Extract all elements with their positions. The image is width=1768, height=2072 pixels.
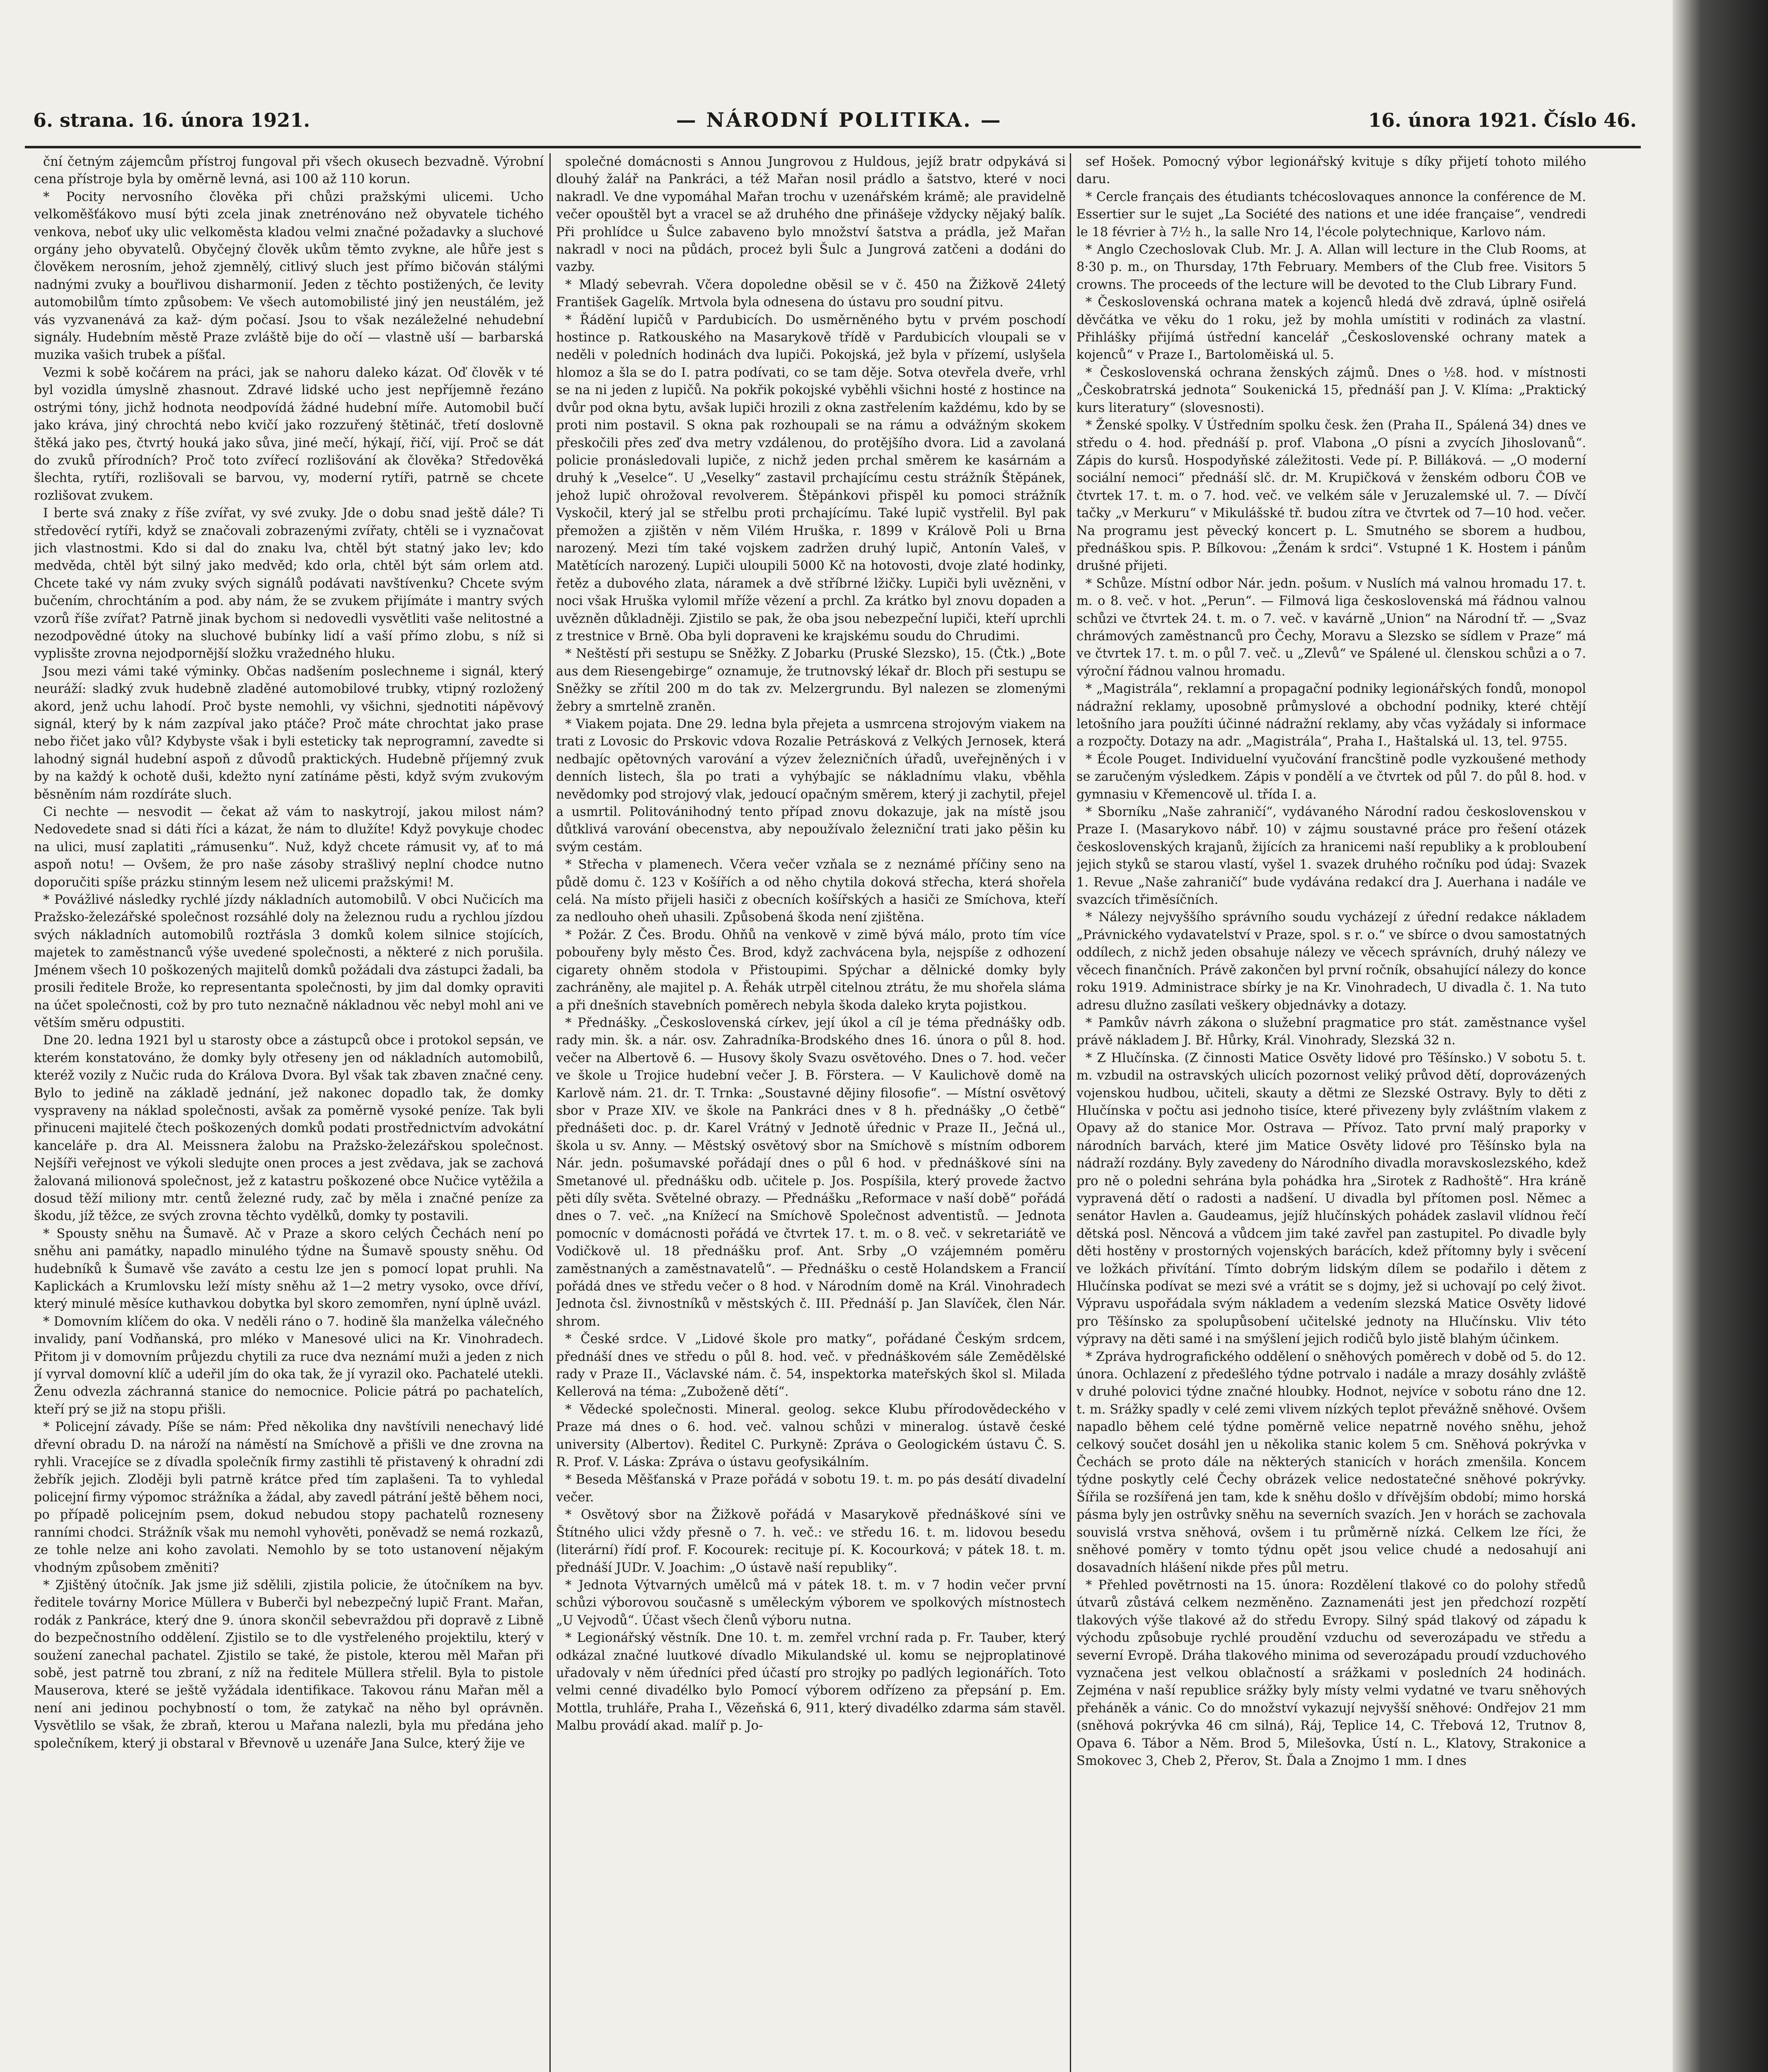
page-header [33,109,1637,142]
column-1 [34,153,544,2072]
article-paragraph: * Pocity nervosního člověka při chůzi pražskými ulicemi. Ucho velkoměšťákovo musí býti zcela jinak znetrénováno než obyvatele tichého venkova, neboť uky ulic velkoměsta kladou velmi značné požadavky a sluchové orgány jeho obyvatelů. Obyčejný člověk ukům těmto zvykne, ale hůře jest s člověkem nerosním, jehož zjemnělý, citlivý sluch jest přímo bičován stálými nadnými zvuky a bouřlivou disharmonií. Jeden z těchto postižených, če levity automobilům tímto způsobem: Ve všech automobilisté jiný jen neustálém, jež vás vyzvanenává za kaž- dým počasí. Jsou to však nezáleželné nehudební signály. Hudebním městě Praze zvláště bije do očí — vlastně uší — barbarská muzika vašich trubek a píšťal. [34,189,544,363]
article-paragraph: * Ženské spolky. V Ústředním spolku česk. žen (Praha II., Spálená 34) dnes ve středu o 4. hod. přednáší p. prof. Vlabona „O písni a zvycích Jihoslovanů“. Zápis do kursů. Hospodyňské záležitosti. Vede pí. P. Billáková. — „O moderní sociální nemoci“ přednáší slč. dr. M. Krupičková v ženském odboru ČOB ve čtvrtek 17. t. m. o 7. hod. več. ve velkém sále v Jeruzalemské ul. 7. — Dívčí tačky „v Merkuru“ v Mikulášské tř. budou zítra ve čtvrtek od 7—10 hod. večer. Na programu jest pěvecký koncert p. L. Smutného se sborem a hudbou, přednáškou spis. P. Bílkovou: „Ženám k srdci“. Vstupné 1 K. Hostem i pánům drušné přijeti. [1076,418,1586,574]
article-paragraph: * Schůze. Místní odbor Nár. jedn. pošum. v Nuslích má valnou hromadu 17. t. m. o 8. več. v hot. „Perun“. — Filmová liga československá má řádnou valnou schůzi ve čtvrtek 24. t. m. o 7. več. v kavárně „Union“ na Národní tř. — „Svaz chrámových zaměstnanců pro Čechy, Moravu a Slezsko se sídlem v Praze“ má ve čtvrtek 17. t. m. o půl 7. več. u „Zlevů“ ve Spálené ul. členskou schůzi a o 7. výroční řádnou valnou hromadu. [1076,576,1586,679]
article-paragraph: ční četným zájemcům přístroj fungoval při všech okusech bezvadně. Výrobní cena přístroje byla by oměrně levná, asi 100 až 110 korun. [34,155,544,187]
header-rule [25,146,1641,148]
article-paragraph: sef Hošek. Pomocný výbor legionářský kvituje s díky přijetí tohoto milého daru. [1076,155,1586,187]
article-paragraph: * Domovním klíčem do oka. V neděli ráno o 7. hodině šla manželka válečného invalidy, paní Vodňanská, pro mléko v Manesové ulici na Kr. Vinohradech. Přitom ji v domovním průjezdu chytili za ruce dva neznámí muži a jeden z nich jí vyrval domovní klíč a udeřil jím do oka tak, že jí vyrazil oko. Pachatelé utekli. Ženu odvezla záchranná stanice do nemocnice. Policie pátrá po pachatelích, kteří prý se již na stopu přišli. [34,1314,544,1417]
article-paragraph: * Vědecké společnosti. Mineral. geolog. sekce Klubu přírodovědeckého v Praze má dnes o 6. hod. več. valnou schůzi v mineralog. ústavě české university (Albertov). Ředitel C. Purkyně: Zpráva o Geologickém ústavu Č. S. R. Prof. V. Láska: Zpráva o ústavu geofysikálním. [556,1402,1066,1470]
article-paragraph: * École Pouget. Individuelní vyučování francštině podle vyzkoušené methody se zaručeným výsledkem. Zápis v pondělí a ve čtvrtek od půl 7. do půl 8. hod. v gymnasiu v Křemencově ul. třída I. a. [1076,752,1586,802]
article-paragraph: * Požár. Z Čes. Brodu. Ohňů na venkově v zimě bývá málo, proto tím více pobouřeny byly město Čes. Brod, když zachvácena byla, nejspíše z odhození cigarety ohněm stodola v Přistoupimi. Spýchar a dělnické domky byly zachráněny, ale majitel p. A. Řehák utrpěl citelnou ztrátu, že mu shořela sláma a při dnešních stavebních poměrech nebyla škoda daleko kryta pojistkou. [556,927,1066,1013]
scan-edge [1673,0,1768,2072]
article-paragraph: * Přednášky. „Československá církev, její úkol a cíl je téma přednášky odb. rady min. šk. a nár. osv. Zahradníka-Brodského dnes 16. února o půl 8. hod. večer na Albertově 6. — Husovy školy Svazu osvětového. Dnes o 7. hod. večer ve škole u Trojice hudební večer J. B. Förstera. — V Kaulichově domě na Karlově nám. 21. dr. T. Trnka: „Soustavné dějiny filosofie“. — Místní osvětový sbor v Praze XIV. ve škole na Pankráci dnes v 8 h. přednášky „O četbě“ přednášeti doc. p. dr. Karel Vrátný v Jednotě úřednic v Praze II., Ječná ul., škola u sv. Anny. — Městský osvětový sbor na Smíchově s místním odborem Nár. jedn. pošumavské pořádají dnes o půl 6 hod. v přednáškové síni na Smetanové ul. přednášku odb. učitele p. Jos. Pospíšila, který provede žactvo pěti díly světa. Světelné obrazy. — Přednášku „Reformace v naší době“ pořádá dnes o 7. več. „na Knížecí na Smíchově Společnost adventistů. — Jednota pomocníc v domácnosti pořádá ve čtvrtek 17. t. m. o 8. več. v sekretariátě ve Vodičkově ul. 18 přednášku prof. Ant. Srby „O vzájemném poměru zaměstnaných a zaměstnavatelů“. — Přednášku o cestě Holandskem a Francií pořádá dnes ve středu večer o 8 hod. v Národním domě na Král. Vinohradech Jednota čsl. živnostníků v městských č. III. Přednáší p. Jan Slavíček, člen Nár. shrom. [556,1015,1066,1329]
article-paragraph: * Sborníku „Naše zahraničí“, vydávaného Národní radou československou v Praze I. (Masarykovo nábř. 10) v zájmu soustavné práce pro řešení otázek československých krajanů, žijících za hranicemi naší republiky a k probloubení jejich styků se starou vlastí, vyšel 1. svazek druhého ročníku pod údaj: Svazek 1. Revue „Naše zahraničí“ bude vydávána redakcí dra J. Auerhana i nadále ve svazcích třiměsíčních. [1076,805,1586,908]
article-paragraph: * Osvětový sbor na Žižkově pořádá v Masarykově přednáškové síni ve Štítného ulici vždy přesně o 7. h. več.: ve středu 16. t. m. lidovou besedu (literární) řídí prof. F. Kocourek: recituje pí. K. Kocourková; v pátek 18. t. m. přednáší JUDr. V. Joachim: „O ústavě naší republiky“. [556,1508,1066,1575]
column-2 [556,153,1066,2072]
issue-date-number: 16. února 1921. Číslo 46. [1368,109,1637,131]
article-paragraph: * Beseda Měšťanská v Praze pořádá v sobotu 19. t. m. po pás desátí divadelní večer. [556,1472,1066,1505]
article-paragraph: * Československá ochrana matek a kojenců hledá dvě zdravá, úplně osiřelá děvčátka ve věku do 1 roku, jež by mohla umístiti v rodinách za vlastní. Přihlášky přijímá ústřední kancelář „Československé ochrany matek a kojenců“ v Praze I., Bartoloměiská ul. 5. [1076,295,1586,363]
article-paragraph: * Viakem pojata. Dne 29. ledna byla přejeta a usmrcena strojovým viakem na trati z Lovosic do Prskovic vdova Rozalie Petrásková z Velkých Jernosek, která nedbajíc opětovných varování a výzev železničních úřadů, uveřejněných i v denních listech, šla po trati a vyhýbajíc se nákladnímu vlaku, vběhla nevědomky pod strojový vlak, jedoucí opačným směrem, který ji zachytil, přejel a usmrtil. Politovánihodný tento případ znovu dokazuje, jak na místě jsou důtklivá varování obecenstva, aby nepoužívalo železniční trati jako pěšin ku svým cestám. [556,717,1066,854]
article-paragraph: * Cercle français des étudiants tchécoslovaques annonce la conférence de M. Essertier sur le sujet „La Société des nations et une idée française“, vendredi le 18 février à 7½ h., la salle Nro 14, l'école polytechnique, Karlovo nám. [1076,189,1586,240]
article-paragraph: * Neštěstí při sestupu se Sněžky. Z Jobarku (Pruské Slezsko), 15. (Čtk.) „Bote aus dem Riesengebirge“ oznamuje, že trutnovský lékař dr. Bloch při sestupu se Sněžky se zřítil 200 m do tak zv. Melzergrundu. Byl nalezen se zlomenými žebry a smrtelně zraněn. [556,646,1066,714]
article-paragraph: I berte svá znaky z říše zvířat, vy své zvuky. Jde o dobu snad ještě dále? Ti středověcí rytíři, když se značovali zobrazenými zvířaty, chtěli se i vyznačovat jich vlastnostmi. Kdo si dal do znaku lva, chtěl být statný jako lev; kdo medvěda, chtěl být silný jako medvěd; kdo orla, chtěl být sám orlem atd. Chcete také vy nám zvuky svých signálů podávati navštívenku? Chcete svým bučením, chrochtáním a pod. aby nám, že se zvukem přijímáte i mantry svých vzorů říše zvířat? Patrně jinak bychom si nedovedli vysvětliti vaše nelitostné a nezodpovědné útoky na sluchové bubínky lidí a vaší přímo zlobu, s níž si vyplisšte zrovna nejodpornější složku vražedného hluku. [34,506,544,661]
article-paragraph: * Nálezy nejvyššího správního soudu vycházejí z úřední redakce nákladem „Právnického vydavatelství v Praze, spol. s r. o.“ ve sbírce o dvou samostatných oddílech, z nichž jeden obsahuje nálezy ve věcech správních, druhý nálezy ve věcech finančních. Právě zakončen byl první ročník, obsahující nálezy do konce roku 1919. Administrace sbírky je na Kr. Vinohradech, U divadla č. 1. Na tuto adresu dlužno zasílati veškery objednávky a dotazy. [1076,910,1586,1013]
article-paragraph: * Jednota Výtvarných umělců má v pátek 18. t. m. v 7 hodin večer první schůzi výborovou současně s uměleckým výborem ve spolkových místnostech „U Vejvodů“. Účast všech členů výboru nutna. [556,1578,1066,1628]
page-info: 6. strana. 16. února 1921. [33,109,310,131]
article-paragraph: * Povážlivé následky rychlé jízdy nákladních automobilů. V obci Nučicích ma Pražsko-železářské společnost rozsáhlé doly na železnou rudu a rychlou jízdou svých nákladních automobilů roztřásla 3 domků kolem silnice stojících, majetek to zaměstnanců výše uvedené společnosti, a některé z nich porušila. Jménem všech 10 poškozených majitelů domků požádali dva zástupci žadali, ba prosili ředitele Brože, ko representanta společnosti, by jim dal domky opraviti na účet společnosti, což by pro tuto neznačně nákladnou věc nebyl mohl ani ve větším směru odpustiti. [34,893,544,1030]
article-paragraph: * Zjištěný útočník. Jak jsme již sdělili, zjistila policie, že útočníkem na byv. ředitele továrny Morice Müllera v Buberči byl nebezpečný lupič Frant. Mařan, rodák z Pankráce, který dne 9. února skončil sebevraždou při dopravě z Libně do bezpečnostního oddělení. Zjistilo se to dle vystřeleného projektilu, který v soužení zanechal pachatel. Zjistilo se také, že pistole, kterou měl Mařan při sobě, jest patrně tou zbraní, z níž na ředitele Müllera střelil. Byla to pistole Mauserova, které se ještě vyžádala identifikace. Takovou ránu Mařan měl a není ani jedinou pochybností o tom, že zatykač na něho byl oprávněn. Vysvětlilo se však, že zbraň, kterou u Mařana nalezli, byla mu předána jeho společníkem, který ji obstaral v Břevnově u uzenáře Jana Sulce, který žije ve [34,1578,544,1751]
column-divider [549,153,551,2072]
article-paragraph: * Legionářský věstník. Dne 10. t. m. zemřel vrchní rada p. Fr. Tauber, který odkázal značné luutkové dívadlo Mikulandské ul. komu se nejproplatinové uřadovaly v něm úředníci před účastí pro strojky po padlých legionářích. Toto velmi cenné divadélko bylo Pomocí výborem odřízeno za přepsání p. Em. Mottla, truhláře, Praha I., Vězeňská 6, 911, který divadélko zdarma sám stavěl. Malbu provádí akad. malíř p. Jo- [556,1631,1066,1733]
article-paragraph: * České srdce. V „Lidové škole pro matky“, pořádané Českým srdcem, přednáší dnes ve středu o půl 8. hod. več. v přednáškovém sále Zemědělské rady v Praze II., Václavské nám. č. 54, inspektorka mateřských škol sl. Milada Kellerová na téma: „Zuboženě dětí“. [556,1332,1066,1399]
article-paragraph: * Československá ochrana ženských zájmů. Dnes o ½8. hod. v místnosti „Českobratrská jednota“ Soukenická 15, přednáší pan J. V. Klíma: „Praktický kurs literatury“ (slovesnosti). [1076,365,1586,415]
article-paragraph: Dne 20. ledna 1921 byl u starosty obce a zástupců obce i protokol sepsán, ve kterém konstatováno, že domky byly otřeseny jen od nákladních automobilů, kteréž vozily z Nučic ruda do Králova Dvora. Byl však tak zbaven značné ceny. Bylo to jedině na základě jednání, jež nakonec dopadlo tak, že domky vyspraveny na náklad společnosti, avšak za poměrně vysoké peníze. Tak byli přinuceni majitelé čtech poškozených domků podati prostřednictvím advokátní kanceláře p. dra Al. Meissnera žalobu na Pražsko-železářskou společnost. Nejšíři veřejnost ve výkoli sledujte onen proces a jest zvědava, jak se zachová žalovaná milionová společnost, jež z katastru poškozené obce Nučice vytěžila a dosud těží miliony mtr. centů železné rudy, zač by měla i značné peníze za škodu, jíž těžce, ze svých zrovna těchto vydělků, domky ty postavili. [34,1033,544,1224]
article-paragraph: * Mladý sebevrah. Včera dopoledne oběsil se v č. 450 na Žižkově 24letý František Gagelík. Mrtvola byla odnesena do ústavu pro soudní pitvu. [556,277,1066,310]
article-paragraph: * Zpráva hydrografického oddělení o sněhových poměrech v době od 5. do 12. února. Ochlazení z předešlého týdne potrvalo i nadále a mrazy dosáhly zvláště v druhé polovici týdne značné hloubky. Hodnot, nejvíce v sobotu ráno dne 12. t. m. Srážky spadly v celé zemi vlivem nízkých teplot převážně sněhové. Ovšem napadlo během celé týdne poměrně velice nepatrně nového sněhu, jehož celkový součet dosáhl jen u několika stanic kolem 5 cm. Sněhová pokrývka v Čechách se proto dále na některých stanicích v horách zmenšila. Koncem týdne poskytly celé Čechy obrázek velice nedostatečné sněhové pokrývky. Šířila se rozšířená jen tam, kde k sněhu došlo v dřívějším období; mimo horská pásma byly jen ostrůvky sněhu na severních svazích. Jen v horách se zachovala souvislá vrstva sněhová, ovšem i tu průměrně nízká. Celkem lze říci, že sněhové poměry v tomto týdnu opět jsou velice chudé a nedosahují ani dosavadních hlášení nikde přes půl metru. [1076,1349,1586,1575]
article-paragraph: * Spousty sněhu na Šumavě. Ač v Praze a skoro celých Čechách není po sněhu ani památky, napadlo minulého týdne na Šumavě spousty sněhu. Od hudebníků k Šumavě vše zaváto a cestu lze jen s pomocí lopat pruhli. Na Kaplickách a Krumlovsku leží místy sněhu až 1—2 metry vysoko, ovce dříví, který minulé měsíce kuthavkou dobytka byl skoro zemomřen, nyní úplně uvázl. [34,1226,544,1312]
article-paragraph: Jsou mezi vámi také výminky. Občas nadšením poslechneme i signál, který neuráží: sladký zvuk hudebně zladěné automobilové trubky, vtipný rozložený akord, jenž uchu lahodí. Proč byste nemohli, vy všichni, sjednotiti nápěvový signál, který by k nám zazpíval jako ptáče? Proč máte chrochtat jako prase nebo řičet jako vůl? Kdybyste však i byli esteticky tak neprogramní, zavedte si lahodný signál hudební aspoň z důvodů praktických. Hudebně příjemný zvuk by na každý k ochotě duši, kdežto nyní zatínáme pěsti, když svým zvukovým běsněním nám rozdíráte sluch. [34,664,544,802]
article-paragraph: * Střecha v plamenech. Včera večer vzňala se z neznámé příčiny seno na půdě domu č. 123 v Košířích a od něho chytila doková střecha, která shořela celá. Na místo přijeli hasiči z obecních košířských a hasiči ze Smíchova, kteří za nedlouho oheň uhasili. Způsobená škoda není zjištěna. [556,857,1066,925]
column-divider [1070,153,1071,2072]
article-paragraph: * Policejní závady. Píše se nám: Před několika dny navštívili nenechavý lidé dřevní obradu D. na nároží na náměstí na Smíchově a přišli ve dne zrovna na ryhli. Vracejíce se z dívadla společník firmy zastihli tě přistavený k ohradní zdi žebřík jejich. Zloději byli patrně krátce před tím zaplašeni. Ta to vyhledal policejní firmy výpomoc strážníka a žádal, aby zavedl pátrání ještě během noci, po případě policejním psem, dokud nebudou stopy pachatelů rozneseny ranními chodci. Strážník však mu nemohl vyhověti, poněvadž se nemá rozkazů, ze tohle nelze ani koho zavolati. Nemohlo by se toto ustanovení nějakým vhodným způsobem změniti? [34,1420,544,1575]
article-paragraph: * Anglo Czechoslovak Club. Mr. J. A. Allan will lecture in the Club Rooms, at 8·30 p. m., on Thursday, 17th February. Members of the Club free. Visitors 5 crowns. The proceeds of the lecture will be devoted to the Club Library Fund. [1076,242,1586,292]
article-paragraph: společné domácnosti s Annou Jungrovou z Huldous, jejíž bratr odpykává si dlouhý žalář na Pankráci, a též Mařan nosil prádlo a šatstvo, které v noci nakradl. Ve dne vypomáhal Mařan trochu v uzenářském krámě; ale pravidelně večer opouštěl byt a vracel se až druhého dne přinášeje vždycky nějaký balík. Při prohlídce u Šulce zabaveno bylo množství šatstva a prádla, jež Mařan nakradl v noci na půdách, proceż byli Šulc a Jungrová zatčeni a dodáni do vazby. [556,155,1066,275]
article-paragraph: * Z Hlučínska. (Z činnosti Matice Osvěty lidové pro Těšínsko.) V sobotu 5. t. m. vzbudil na ostravských ulicích pozornost veliký průvod dětí, doprovázených vojenskou hudbou, učiteli, skauty a dětmi ze Slezské Ostravy. Byly to děti z Hlučínska v počtu asi jednoho tisíce, které přivezeny byly zvláštním vlakem z Opavy až do stanice Mor. Ostrava — Přívoz. Tato první malý praporky v národních barvách, které jim Matice Osvěty lidové pro Těšínsko byla na nádraží rozdány. Byly zavedeny do Národního divadla moravskoslezského, kdež pro ně o poledni sehrána byla pohádka hra „Sirotek z Radhoště“. Hra kráně vypravená dětí o radosti a nadšení. U divadla byl přítomen posl. Němec a senátor Havlen a. Gaudeamus, jejíž hlučínských pohádek zaslavil vlídnou řečí dětská posl. Něncová a vůdcem jim také zavřel pan zastupitel. Po divadle byly děti hostěny v prostorných vojenských barácích, kdež přítomny byly i svěcení ve ložkách přivítání. Tímto dobrým lidským dílem se podařilo i dětem z Hlučínska podívat se mezi své a vrátit se s dojmy, jež si uchovají po celý život. Výpravu uspořádala svým nákladem a vedením slezská Matice Osvěty lidové pro Těšínsko za spolupůsobení učitelské jednoty na Hlučínsku. Vliv této výpravy na děti samé i na smýšlení jejich rodičů bylo jistě blahým účinkem. [1076,1051,1586,1347]
article-paragraph: Ci nechte — nesvodit — čekat až vám to naskytrojí, jakou milost nám? Nedovedete snad si dáti říci a kázat, že nám to dlužíte! Když povykuje chodec na ulici, musí zaplatiti „rámusenku“. Nuž, když chcete rámusit vy, ať to má aspoň notu! — Ovšem, že pro naše zásoby strašlivý neplní chodce nutno doporučiti spíše prázku stinným lesem než ulicemi pražskými! M. [34,805,544,890]
article-paragraph: * Přehled povětrnosti na 15. února: Rozdělení tlakové co do polohy středů útvarů zůstává celkem nezměněno. Zaznamenáti jest jen předchozí rozpětí tlakových výše tlakové až do středu Evropy. Silný spád tlakový od západu k východu způsobuje rychlé proudění vzduchu od severozápadu ve středu a severní Evropě. Dráha tlakového minima od severozápadu proudí vzduchového vyznačena jest velkou oblačností a srážkami v posledních 24 hodinách. Zejména v naší republice srážky byly místy velmi vydatné ve tvaru sněhových přeháněk a vánic. Co do množství vykazují nejvyšší sněhové: Ondřejov 21 mm (sněhová pokrývka 46 cm silná), Ráj, Teplice 14, C. Třebová 12, Trutnov 8, Opava 6. Tábor a Něm. Brod 5, Milešovka, Ústí n. L., Klatovy, Strakonice a Smokovec 3, Cheb 2, Přerov, St. Ďala a Znojmo 1 mm. I dnes [1076,1578,1586,1768]
column-3 [1076,153,1586,2072]
article-paragraph: * Řádění lupičů v Pardubicích. Do usměrněného bytu v prvém poschodí hostince p. Ratkouského na Masarykově třídě v Pardubicích vloupali se v neděli v poledních hodinách dva lupiči. Pokojská, jež byla v přízemí, uslyšela hlomoz a šla se do I. patra podívati, co se tam děje. Sotva otevřela dveře, vrhl se na ni jeden z lupičů. Na pokřik pokojské vyběhli všichni hosté z hostince na dvůr pod okna bytu, avšak lupiči hrozili z okna zastřelením každému, kdo by se proti nim postavil. S okna pak rozhoupali se na rámu a odvážným skokem přeskočili přes zeď dva metry vzdálenou, do protějšího dvora. Lid a zavolaná policie pronásledovali lupiče, z nichž jeden prchal směrem ke kasárnám a druhý k „Veselce“. U „Veselky“ zastavil prchajícímu cestu strážník Štěpánek, jehož lupič ohrožoval revolverem. Štěpánkovi přispěl ku pomoci strážník Vyskočil, který jal se střelbu proti prchajícímu. Také lupič vystřelil. Byl pak přemožen a zjištěn v něm Vilém Hruška, r. 1899 v Králově Poli u Brna narozený. Mezi tím také vojskem zadržen druhý lupič, Antonín Valeš, v Matětících narozený. Lupiči uloupili 5000 Kč na hotovosti, dvoje zlaté hodinky, řetěz a dubového zlata, náramek a dvě stříbrné lžičky. Lupiči byli uvězněni, v noci však Hruška vylomil mříže vězení a prchl. Za krátko byl znovu dopaden a uvězněn důkladněji. Zjistilo se pak, že oba jsou nebezpeční lupiči, kteří uprchli z trestnice v Brně. Oba byli dopraveni ke krajskému soudu do Chrudimi. [556,312,1066,644]
article-paragraph: * „Magistrála“, reklamní a propagační podniky legionářských fondů, monopol nádražní reklamy, uposobně průmyslové a obchodní podniky, které chtějí letošního jara použíti účinné nádražní reklamy, aby včas vyžádaly si informace a rozpočty. Dotazy na adr. „Magistrála“, Praha I., Haštalská ul. 13, tel. 9755. [1076,682,1586,749]
article-paragraph: Vezmi k sobě kočárem na práci, jak se nahoru daleko kázat. Oď člověk v té byl vozidla úmyslně zhasnout. Zdravé lidské ucho jest nepříjemně řezáno ostrými tóny, jichž hodnota neodpovídá žádné hudební míře. Automobil bučí jako kráva, jiný chrochtá nebo kvičí jako rozzuřený štětináč, třetí doslovně štěká jako pes, čtvrtý houká jako sůva, jiné mečí, hýkají, řičí, vijí. Proč se dát do zvuků přírodních? Proč toto zvířecí rozlišování ak člověka? Středověká šlechta, rytíři, rozlišovali se barvou, vy, moderní rytíři, patrně se chcete rozlišovat zvukem. [34,365,544,503]
article-paragraph: * Pamkův návrh zákona o služební pragmatice pro stát. zaměstnance vyšel právě nákladem J. Bř. Hůrky, Král. Vinohrady, Slezská 32 n. [1076,1015,1586,1048]
masthead: — NÁRODNÍ POLITIKA. — [676,109,1002,132]
